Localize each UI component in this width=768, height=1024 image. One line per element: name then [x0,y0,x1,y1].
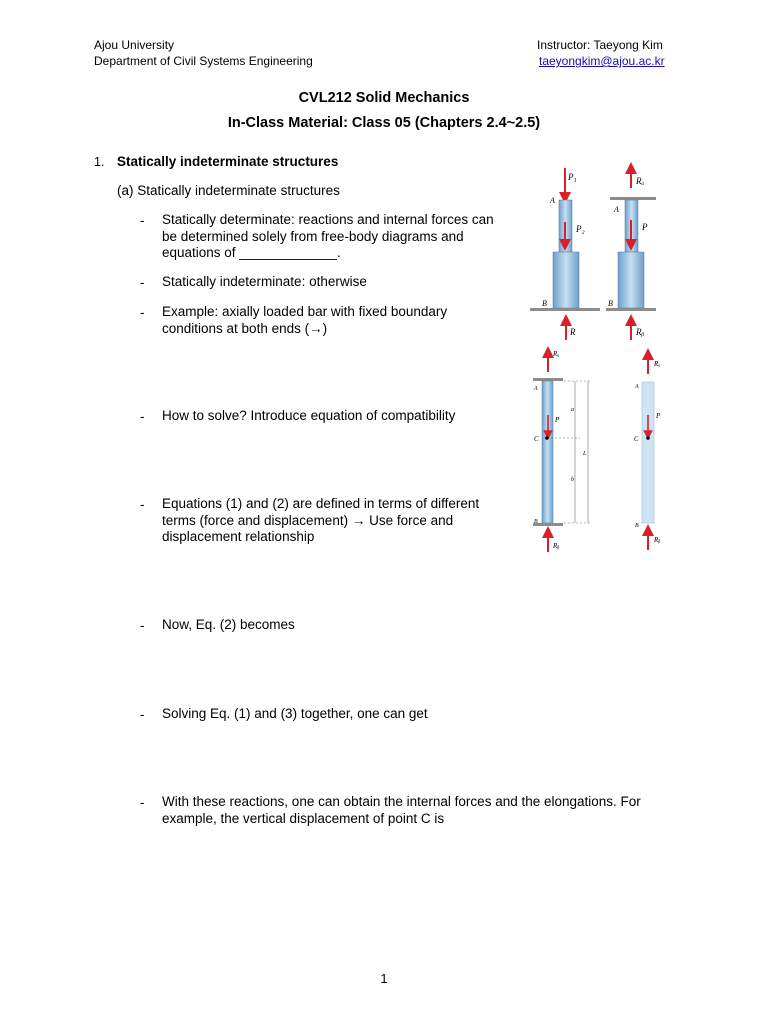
figure-bar-dimensions [533,350,592,552]
prismatic-bar [542,381,553,523]
bar-figures [520,160,690,560]
base-support [606,308,656,311]
bullet-text: How to solve? Introduce equation of compatibility [162,408,456,423]
department-name: Department of Civil Systems Engineering [94,54,313,68]
figure-fixed-bar [606,168,656,340]
bullet-text: Solving Eq. (1) and (3) together, one can get [162,706,428,721]
material-title: In-Class Material: Class 05 (Chapters 2.4~2.5) [227,115,541,131]
bullet-dash: - [140,275,145,290]
prismatic-bar [642,382,654,523]
label-dim-l: L [583,451,587,457]
top-support [610,197,656,200]
instructor-name: Instructor: Taeyong Kim [537,38,663,52]
label-r: R [570,327,576,337]
bullet-dash: - [140,305,145,320]
bullet-text: Equations (1) and (2) are defined in terms of different terms (force and displacement) → Use force and displacement relationship [162,496,480,544]
bullet-text: Example: axially loaded bar with fixed boundary conditions at both ends (→) [162,304,448,336]
label-b: B [542,299,547,308]
page-number: 1 [380,971,388,986]
figure-free-body [634,354,661,550]
lower-bar-segment [553,252,579,308]
label-a: A [534,386,538,392]
bullet-text: With these reactions, one can obtain the internal forces and the elongations. For example, the vertical displacement of point C is [162,794,641,826]
subsection-heading: (a) Statically indeterminate structures [117,183,340,198]
section-number: 1. [94,155,105,169]
section-heading: Statically indeterminate structures [117,154,339,169]
label-dim-a: a [571,407,574,413]
label-b: B [534,519,538,525]
label-ra: Rₐ [636,176,645,186]
bullet-text: Statically determinate: reactions and internal forces can be determined solely from free-body diagrams and equations of _____________. [162,212,494,260]
label-rb: Rᵦ [636,327,645,337]
label-p2: P₂ [576,224,585,234]
base-support [530,308,600,311]
figure-stepped-bar-loads [530,168,600,340]
label-ra: Rₐ [553,350,560,358]
label-a: A [614,205,619,214]
instructor-email-link[interactable]: taeyongkim@ajou.ac.kr [539,54,665,68]
label-ra: Rₐ [654,360,661,368]
label-a: A [550,196,555,205]
lower-bar-segment [618,252,644,308]
label-rb: Rᵦ [654,536,661,544]
label-rb: Rᵦ [553,542,560,550]
label-p: P [642,222,648,232]
top-support [533,378,563,381]
point-c-marker [646,436,650,440]
bullet-text: Now, Eq. (2) becomes [162,617,295,632]
bullet-dash: - [140,409,145,424]
label-c: C [634,435,639,443]
label-p1: P₁ [568,172,577,182]
bullet-dash: - [140,795,145,810]
label-p: P [656,412,661,420]
label-b: B [635,523,639,529]
label-p: P [555,416,560,424]
bullet-dash: - [140,213,145,228]
bullet-dash: - [140,497,145,512]
point-c-marker [545,436,549,440]
label-b: B [608,299,613,308]
label-c: C [534,435,539,443]
university-name: Ajou University [94,38,175,52]
bullet-dash: - [140,707,145,722]
label-a: A [635,384,639,390]
label-dim-b: b [571,477,574,483]
course-title: CVL212 Solid Mechanics [298,90,470,106]
bullet-dash: - [140,618,145,633]
bullet-text: Statically indeterminate: otherwise [162,274,367,289]
